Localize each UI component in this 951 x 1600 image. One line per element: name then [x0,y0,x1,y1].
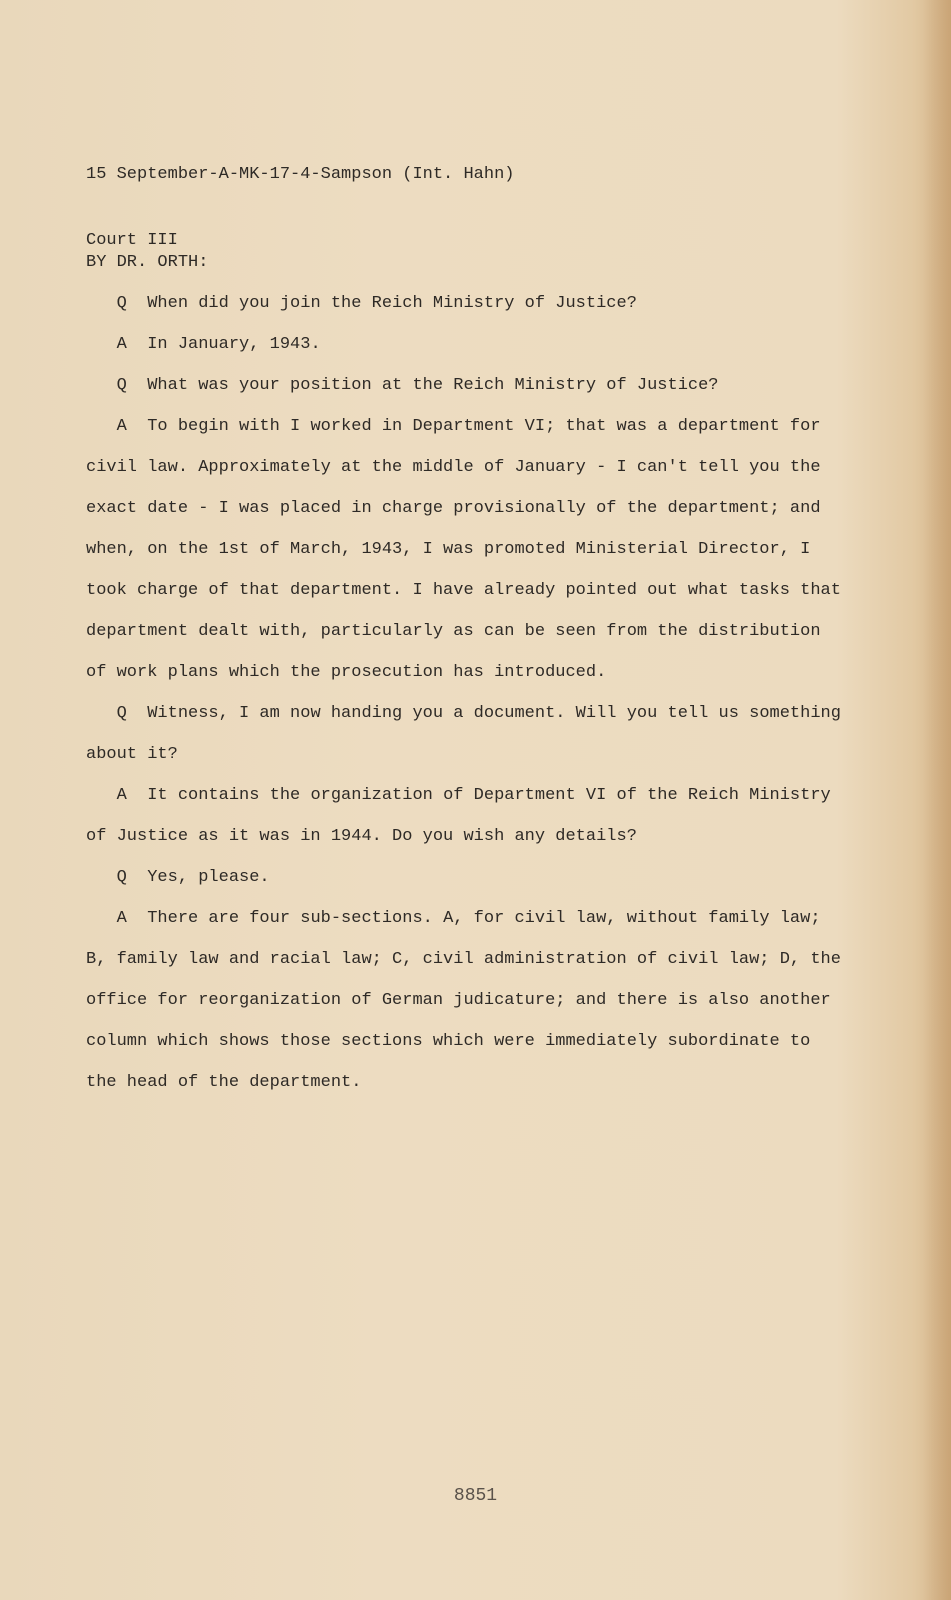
answer-document: A It contains the organization of Department VI of the Reich Ministry of Justice as it was in 1944. Do you wish any details? [86,786,841,846]
page-edge-shadow [923,0,951,1600]
examiner-line: BY DR. ORTH: [86,253,209,272]
transcript-body [86,242,852,1103]
answer-join-date: A In January, 1943. [86,335,321,354]
question-join-ministry: Q When did you join the Reich Ministry of Justice? [86,294,637,313]
answer-position: A To begin with I worked in Department VI; that was a department for civil law. Approximately at the middle of January - I can't tell you the exact date - I was placed in charge provisionally of the department; and when, on the 1st of March, 1943, I was promoted Ministerial Director, I took charge of that department. I have already pointed out what tasks that department dealt with, particularly as can be seen from the distribution of work plans which the prosecution has introduced. [86,417,852,682]
page-number: 8851 [453,1486,498,1506]
header-session-line: 15 September-A-MK-17-4-Sampson (Int. Hahn) [86,165,515,184]
question-details: Q Yes, please. [86,868,270,887]
question-document: Q Witness, I am now handing you a document. Will you tell us something about it? [86,704,852,764]
header-court-line: Court III [86,231,178,250]
answer-subsections: A There are four sub-sections. A, for civil law, without family law; B, family law and racial law; C, civil administration of civil law; D, the office for reorganization of German judicature; and there is also another column which shows those sections which were immediately subordinate to the head of the department. [86,909,852,1092]
question-position: Q What was your position at the Reich Ministry of Justice? [86,376,719,395]
